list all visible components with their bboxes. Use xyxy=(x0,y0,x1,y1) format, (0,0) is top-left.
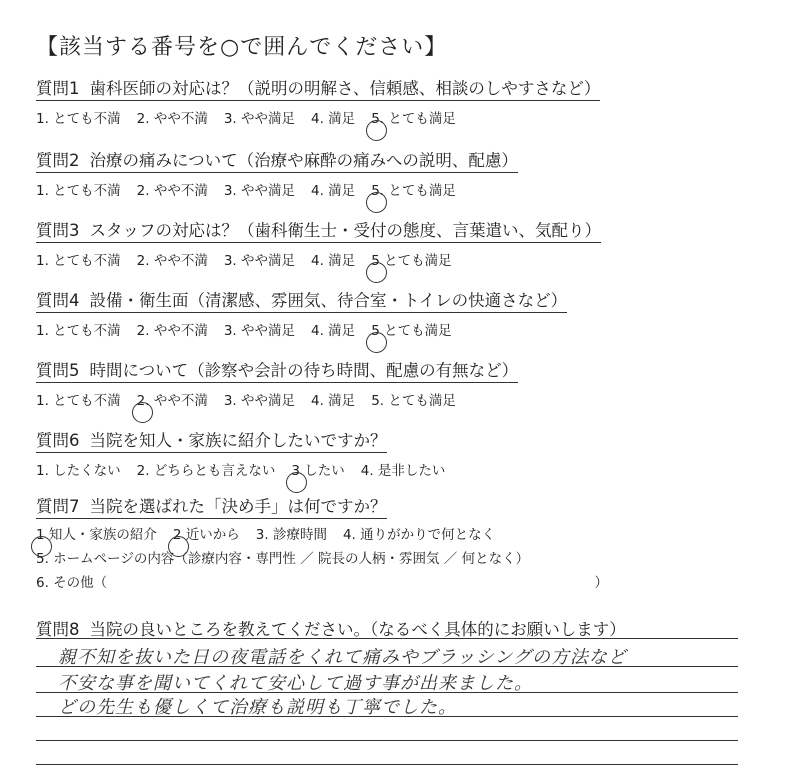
option-label: 3 したい xyxy=(291,463,345,479)
option-2[interactable] xyxy=(137,319,208,339)
option-label: 1. したくない xyxy=(36,463,121,479)
option-label: 5 とても満足 xyxy=(371,323,452,339)
question-number: 質問1 xyxy=(36,79,80,98)
option-label: 1. とても不満 xyxy=(36,183,121,199)
question-text: 設備・衛生面（清潔感、雰囲気、待合室・トイレの快適さなど） xyxy=(89,291,568,310)
option-5[interactable] xyxy=(371,389,456,409)
question-3 xyxy=(36,217,601,269)
option-2[interactable] xyxy=(173,523,240,547)
option-3[interactable] xyxy=(291,459,344,479)
option-label: 4. 満足 xyxy=(311,111,356,127)
option-3[interactable] xyxy=(224,319,295,339)
option-label: 4. 満足 xyxy=(311,393,356,409)
option-label: 2. やや不満 xyxy=(136,183,208,199)
option-1[interactable] xyxy=(36,319,121,339)
option-1[interactable] xyxy=(36,389,121,409)
question-number: 質問2 xyxy=(36,151,80,170)
question-text: 当院の良いところを教えてください。（なるべく具体的にお願いします） xyxy=(89,620,626,639)
question-text: 当院を選ばれた「決め手」は何ですか？ xyxy=(89,497,387,516)
option-label: 2. やや不満 xyxy=(136,323,208,339)
option-label: 4. 満足 xyxy=(311,323,356,339)
question-text: スタッフの対応は？（歯科衛生士・受付の態度、言葉遣い、気配り） xyxy=(89,221,601,240)
option-label: 3. やや満足 xyxy=(223,253,296,269)
option-1[interactable] xyxy=(36,107,121,127)
question-6 xyxy=(36,427,461,479)
question-7 xyxy=(36,493,608,595)
option-5[interactable] xyxy=(371,107,456,127)
option-label: 1. とても不満 xyxy=(36,323,121,339)
option-2[interactable] xyxy=(137,107,208,127)
option-label: 3. 診療時間 xyxy=(255,527,327,543)
option-label: 1. とても不満 xyxy=(36,111,121,127)
handwritten-answer-line-2: 不安な事を聞いてくれて安心して過す事が出来ました。 xyxy=(58,673,533,694)
option-label: 3. やや満足 xyxy=(223,323,296,339)
option-label: 2. やや不満 xyxy=(136,111,208,127)
option-4[interactable] xyxy=(311,249,355,269)
option-label: 4. 通りがかりで何となく xyxy=(342,527,496,543)
question-number: 質問5 xyxy=(36,361,80,380)
option-label: 5. とても満足 xyxy=(371,111,456,127)
option-label: 3. やや満足 xyxy=(223,393,296,409)
handwritten-answer-line-1: 親不知を抜いた日の夜電話をくれて痛みやブラッシングの方法など xyxy=(58,647,627,668)
question-4 xyxy=(36,287,567,339)
option-label: 4. 是非したい xyxy=(360,463,446,479)
option-label: 1. とても不満 xyxy=(36,393,121,409)
option-3[interactable] xyxy=(224,389,295,409)
question-number: 質問3 xyxy=(36,221,80,240)
option-5[interactable]: 5. ホームページの内容（診療内容・専門性 ／ 院長の人柄・雰囲気 ／ 何となく） xyxy=(36,551,530,567)
option-6[interactable]: 6. その他（ xyxy=(36,575,108,591)
option-3[interactable] xyxy=(256,523,327,547)
option-label: 4. 満足 xyxy=(311,183,356,199)
question-number: 質問7 xyxy=(36,497,80,516)
answer-line xyxy=(36,716,738,717)
question-text: 時間について（診察や会計の待ち時間、配慮の有無など） xyxy=(89,361,519,380)
option-3[interactable] xyxy=(224,179,295,199)
option-label: 4. 満足 xyxy=(311,253,356,269)
option-label: 2. やや不満 xyxy=(136,253,208,269)
option-4[interactable] xyxy=(311,107,355,127)
question-number: 質問4 xyxy=(36,291,80,310)
option-1[interactable] xyxy=(36,459,121,479)
option-label: 2. どちらとも言えない xyxy=(136,463,276,479)
option-label: 1. とても不満 xyxy=(36,253,121,269)
option-3[interactable] xyxy=(224,107,295,127)
question-text: 治療の痛みについて（治療や麻酔の痛みへの説明、配慮） xyxy=(89,151,518,170)
option-4[interactable] xyxy=(311,319,355,339)
question-2 xyxy=(36,147,518,199)
option-4[interactable] xyxy=(311,389,355,409)
answer-line xyxy=(36,740,738,741)
option-5[interactable] xyxy=(371,179,456,199)
question-number: 質問8 xyxy=(36,620,80,639)
option-2[interactable] xyxy=(137,459,276,479)
option-label: 2. やや不満 xyxy=(136,393,208,409)
option-1[interactable] xyxy=(36,523,157,547)
option-6-close: ） xyxy=(594,575,608,591)
question-1 xyxy=(36,75,600,127)
question-5 xyxy=(36,357,518,409)
option-4[interactable] xyxy=(361,459,446,479)
option-1[interactable] xyxy=(36,249,121,269)
option-4[interactable] xyxy=(343,523,495,547)
handwritten-answer-line-3: どの先生も優しくて治療も説明も丁寧でした。 xyxy=(58,697,457,718)
answer-line xyxy=(36,638,738,639)
option-5[interactable] xyxy=(371,319,451,339)
option-label: 3. やや満足 xyxy=(223,111,296,127)
option-2[interactable] xyxy=(137,389,208,409)
option-label: 1 知人・家族の紹介 xyxy=(36,527,157,543)
option-4[interactable] xyxy=(311,179,355,199)
answer-line xyxy=(36,764,738,765)
option-label: 5. とても満足 xyxy=(371,393,456,409)
option-label: 5. とても満足 xyxy=(371,183,456,199)
question-text: 当院を知人・家族に紹介したいですか？ xyxy=(89,431,387,450)
option-label: 3. やや満足 xyxy=(223,183,296,199)
answer-line xyxy=(36,666,738,667)
question-text: 歯科医師の対応は？（説明の明解さ、信頼感、相談のしやすさなど） xyxy=(89,79,601,98)
option-1[interactable] xyxy=(36,179,121,199)
option-5[interactable] xyxy=(371,249,451,269)
question-number: 質問6 xyxy=(36,431,80,450)
survey-title: 【該当する番号を○で囲んでください】 xyxy=(36,35,448,60)
option-label: 5 とても満足 xyxy=(371,253,452,269)
option-2[interactable] xyxy=(137,179,208,199)
option-label: 2 近いから xyxy=(172,527,240,543)
option-3[interactable] xyxy=(224,249,295,269)
option-2[interactable] xyxy=(137,249,208,269)
